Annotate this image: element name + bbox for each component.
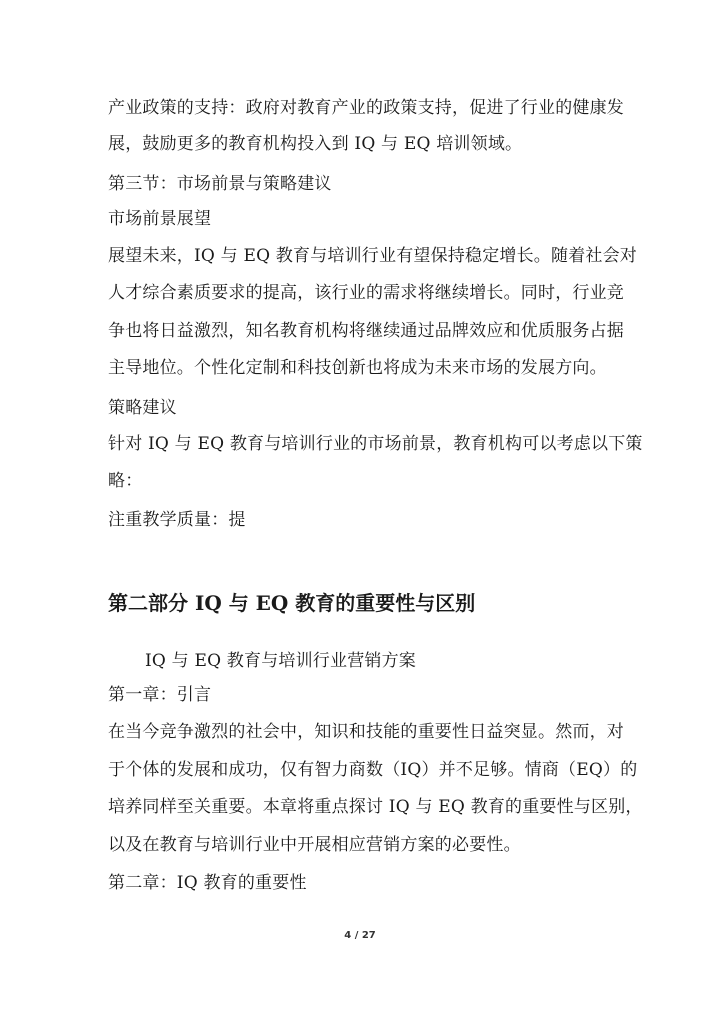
paragraph-line: 注重教学质量：提 bbox=[108, 510, 246, 530]
paragraph-line: 略： bbox=[108, 471, 143, 491]
page-number: 4 / 27 bbox=[344, 930, 376, 941]
paragraph-line: 展望未来，IQ 与 EQ 教育与培训行业有望保持稳定增长。随着社会对 bbox=[108, 246, 638, 266]
paragraph-line: 主导地位。个性化定制和科技创新也将成为未来市场的发展方向。 bbox=[108, 358, 607, 378]
paragraph-line: 于个体的发展和成功，仅有智力商数（IQ）并不足够。情商（EQ）的 bbox=[108, 760, 638, 780]
paragraph-line: 针对 IQ 与 EQ 教育与培训行业的市场前景，教育机构可以考虑以下策 bbox=[108, 434, 643, 454]
chapter-title: 第一章：引言 bbox=[108, 685, 212, 705]
subsection-heading: 策略建议 bbox=[108, 398, 177, 418]
document-subtitle: IQ 与 EQ 教育与培训行业营销方案 bbox=[145, 651, 417, 671]
subsection-heading: 市场前景展望 bbox=[108, 209, 212, 229]
paragraph-line: 人才综合素质要求的提高，该行业的需求将继续增长。同时，行业竞 bbox=[108, 283, 624, 303]
paragraph-line: 在当今竞争激烈的社会中，知识和技能的重要性日益突显。然而，对 bbox=[108, 722, 624, 742]
part-heading: 第二部分 IQ 与 EQ 教育的重要性与区别 bbox=[108, 591, 476, 615]
paragraph-line: 争也将日益激烈，知名教育机构将继续通过品牌效应和优质服务占据 bbox=[108, 321, 624, 341]
chapter-title: 第二章：IQ 教育的重要性 bbox=[108, 873, 307, 893]
paragraph-line: 展，鼓励更多的教育机构投入到 IQ 与 EQ 培训领域。 bbox=[108, 134, 523, 154]
paragraph-line: 培养同样至关重要。本章将重点探讨 IQ 与 EQ 教育的重要性与区别， bbox=[108, 797, 643, 817]
paragraph-line: 以及在教育与培训行业中开展相应营销方案的必要性。 bbox=[108, 835, 521, 855]
paragraph-line: 产业政策的支持：政府对教育产业的政策支持，促进了行业的健康发 bbox=[108, 98, 624, 118]
section-heading: 第三节：市场前景与策略建议 bbox=[108, 174, 332, 194]
